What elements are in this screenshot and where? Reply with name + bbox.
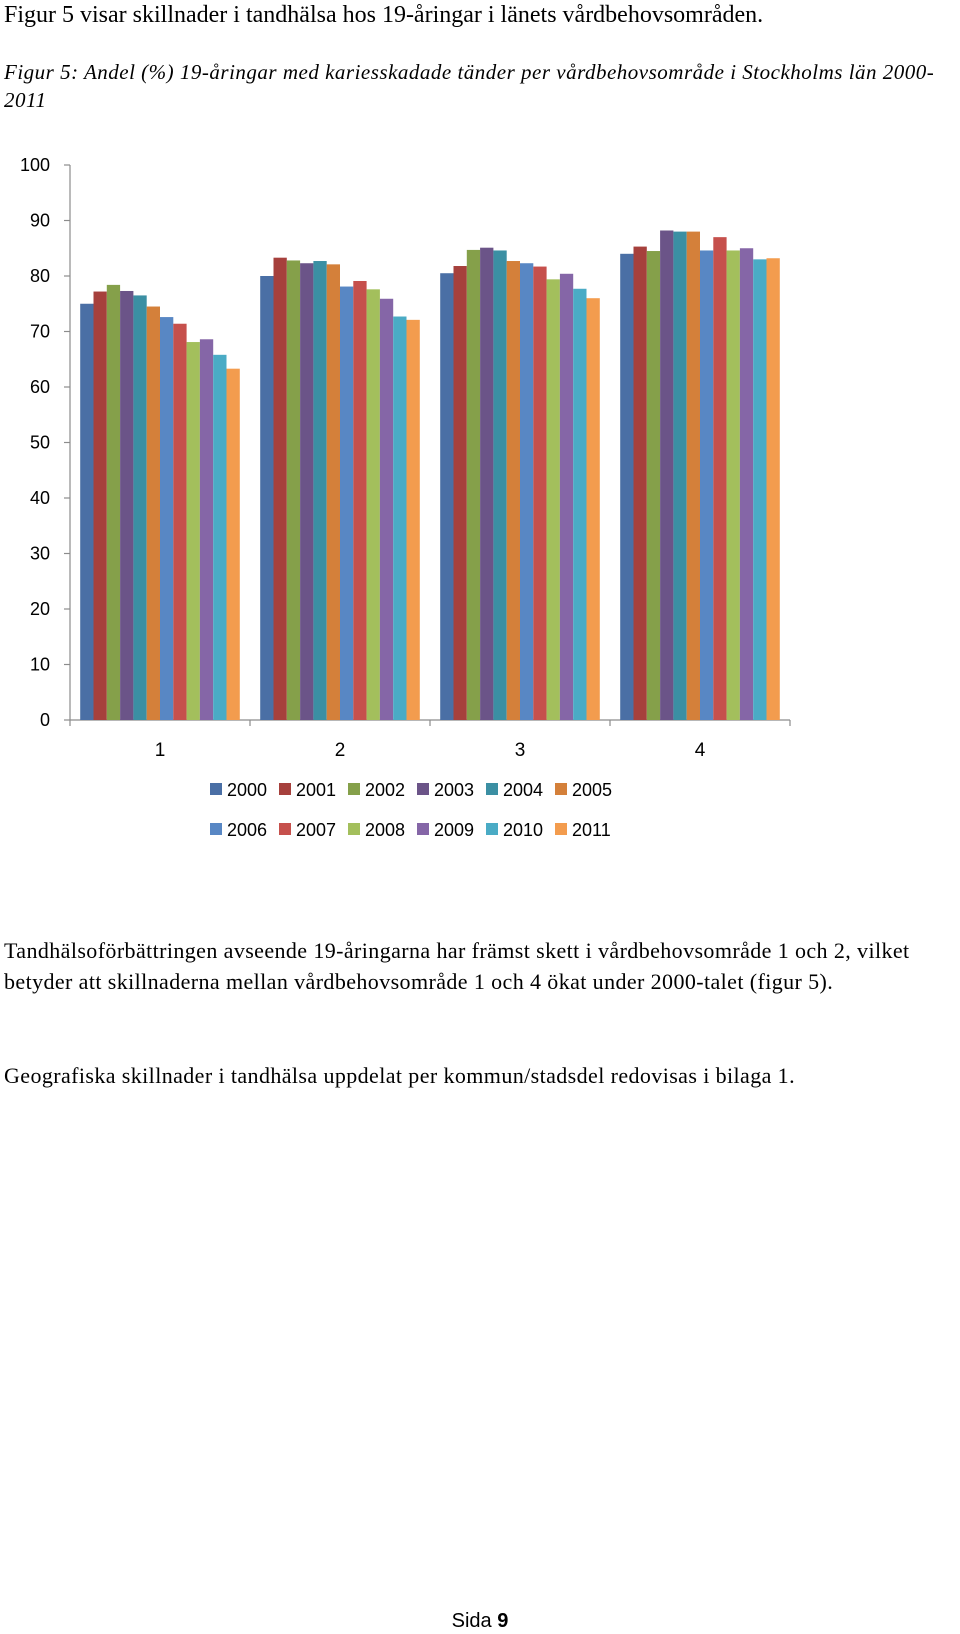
legend-swatch (210, 783, 222, 795)
bar (533, 267, 546, 720)
bar (393, 317, 406, 720)
legend-label: 2006 (227, 820, 268, 840)
legend-swatch (417, 783, 429, 795)
legend-label: 2009 (434, 820, 475, 840)
bar (507, 261, 520, 720)
bar-chart (0, 150, 960, 900)
bar (313, 261, 326, 720)
bar (767, 258, 780, 720)
y-tick-label: 100 (19, 155, 50, 175)
footer-label: Sida (451, 1610, 492, 1632)
bar (493, 250, 506, 720)
bar (94, 292, 107, 720)
intro-text: Figur 5 visar skillnader i tandhälsa hos 19-åringar i länets vårdbehovsområden. (4, 2, 764, 28)
legend-swatch (279, 783, 291, 795)
bar (407, 320, 420, 720)
y-tick-label: 50 (29, 432, 50, 453)
x-tick-label: 4 (694, 740, 706, 761)
bar (380, 299, 393, 720)
bar (660, 230, 673, 720)
bar (560, 274, 573, 720)
bar (753, 259, 766, 720)
bar (713, 237, 726, 720)
x-tick-label: 3 (514, 740, 526, 761)
chart-bars (80, 230, 780, 720)
bar (274, 258, 287, 720)
legend-swatch (348, 783, 360, 795)
legend-label: 2004 (503, 780, 544, 800)
bar (287, 260, 300, 720)
bar (620, 254, 633, 720)
bar (80, 304, 93, 720)
legend-swatch (486, 823, 498, 835)
paragraph-geography: Geografiska skillnader i tandhälsa uppdelat per kommun/stadsdel redovisas i bilaga 1. (4, 1063, 795, 1088)
bar (107, 285, 120, 720)
y-tick-label: 60 (29, 377, 50, 397)
chart-legend (210, 780, 612, 840)
bar (687, 232, 700, 720)
y-tick-label: 40 (29, 488, 50, 508)
legend-label: 2001 (296, 780, 337, 800)
bar (634, 247, 647, 720)
bar (213, 355, 226, 720)
bar (467, 250, 480, 720)
bar (327, 264, 340, 720)
x-tick-label: 2 (334, 740, 346, 761)
bar (147, 307, 160, 720)
y-tick-label: 70 (29, 321, 50, 342)
legend-swatch (348, 823, 360, 835)
bar (173, 324, 186, 720)
legend-swatch (555, 783, 567, 795)
bar (187, 342, 200, 720)
legend-label: 2002 (365, 780, 406, 800)
legend-label: 2000 (227, 780, 268, 800)
y-tick-label: 10 (29, 654, 50, 675)
bar (673, 232, 686, 720)
x-tick-label: 1 (154, 740, 166, 761)
legend-label: 2011 (572, 820, 611, 840)
bar (587, 298, 600, 720)
bar (200, 339, 213, 720)
legend-swatch (279, 823, 291, 835)
bar (120, 291, 133, 720)
page-footer (0, 1610, 960, 1633)
page-number: 9 (497, 1610, 509, 1632)
legend-label: 2010 (503, 820, 544, 840)
bar (160, 317, 173, 720)
bar (573, 289, 586, 720)
legend-label: 2003 (434, 780, 475, 800)
bar (700, 250, 713, 720)
bar (547, 279, 560, 720)
bar (300, 263, 313, 720)
bar (727, 250, 740, 720)
y-tick-label: 90 (29, 210, 50, 231)
bar (520, 263, 533, 720)
bar (740, 248, 753, 720)
y-tick-label: 20 (29, 599, 50, 619)
bar (260, 276, 273, 720)
bar (353, 281, 366, 720)
y-tick-label: 80 (29, 266, 50, 286)
bar (454, 266, 467, 720)
legend-swatch (210, 823, 222, 835)
y-tick-label: 30 (29, 543, 50, 564)
legend-swatch (417, 823, 429, 835)
legend-swatch (555, 823, 567, 835)
bar (480, 248, 493, 720)
bar (440, 273, 453, 720)
bar (340, 287, 353, 720)
bar (133, 295, 146, 720)
y-tick-label: 0 (39, 710, 50, 730)
legend-label: 2008 (365, 820, 406, 840)
bar (227, 369, 240, 720)
paragraph-improvement: Tandhälsoförbättringen avseende 19-åringarna har främst skett i vårdbehovsområde 1 och 2, vilket betyder att skillnaderna mellan vårdbehovsområde 1 och 4 ökat under 2000-talet (figur 5). (4, 938, 910, 994)
bar (647, 251, 660, 720)
legend-label: 2005 (572, 780, 613, 800)
legend-swatch (486, 783, 498, 795)
figure-caption: Figur 5: Andel (%) 19-åringar med kariesskadade tänder per vårdbehovsområde i Stockholms län 2000- 2011 (4, 60, 935, 112)
bar (367, 289, 380, 720)
legend-label: 2007 (296, 820, 337, 840)
